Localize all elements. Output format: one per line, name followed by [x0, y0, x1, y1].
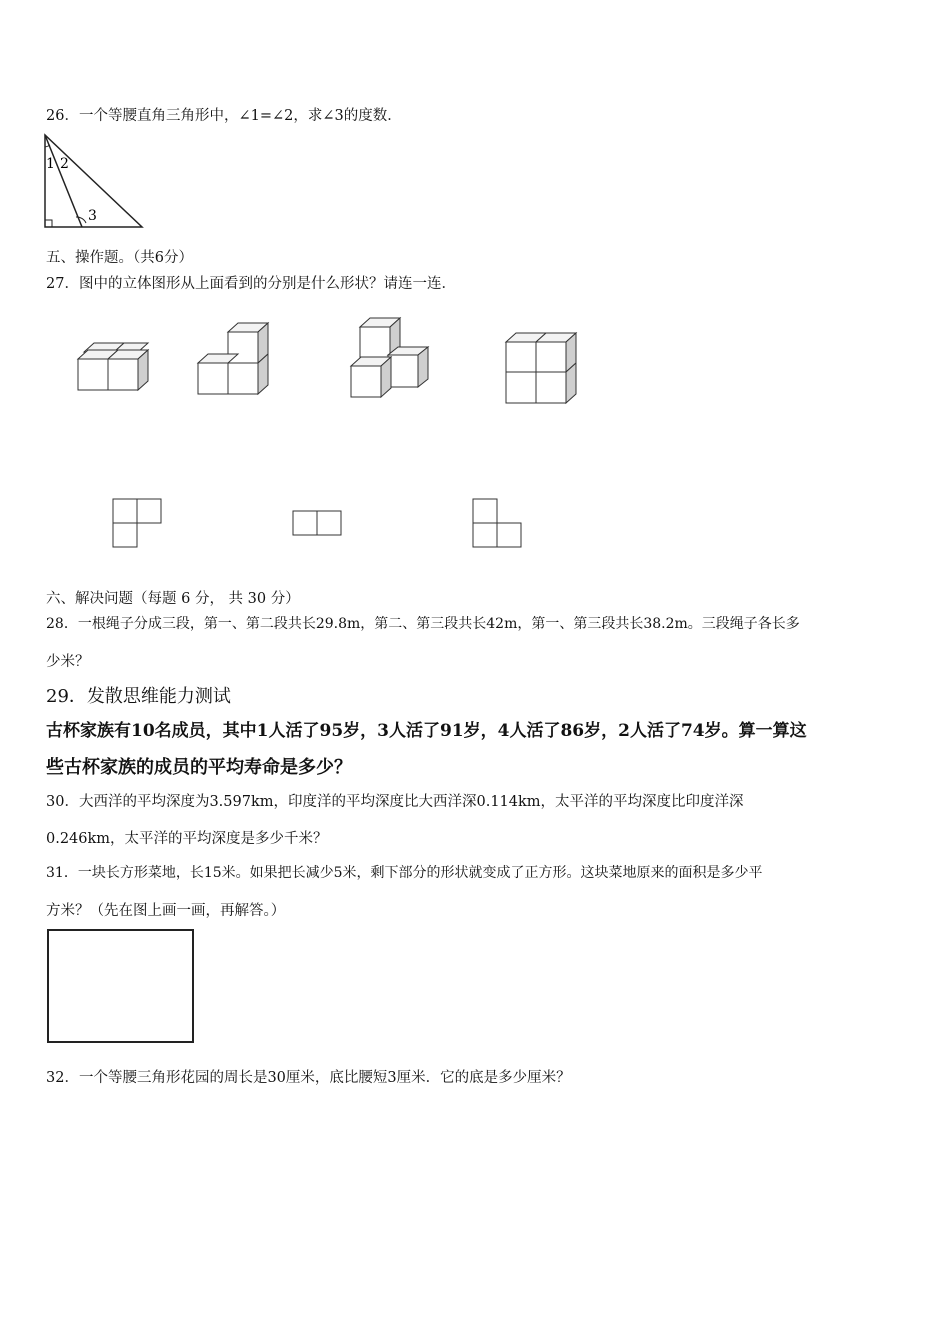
section6-heading: 六、解决问题（每题 6 分， 共 30 分）	[46, 591, 300, 607]
q30-line2: 0.246km，太平洋的平均深度是多少千米？	[46, 831, 328, 847]
solid-figure-1	[76, 340, 156, 395]
angle-label-1: 1	[46, 156, 55, 172]
inner-line	[45, 135, 82, 227]
solid-figure-3	[348, 315, 438, 400]
q30-line1: 30．大西洋的平均深度为3.597km，印度洋的平均深度比大西洋深0.114km，太平洋的平均深度比印度洋深	[46, 794, 744, 810]
section5-heading: 五、操作题。（共6分）	[46, 250, 193, 266]
top-view-2	[292, 510, 344, 538]
q32-text: 32．一个等腰三角形花园的周长是30厘米，底比腰短3厘米．它的底是多少厘米？	[46, 1070, 571, 1086]
q31-line1: 31．一块长方形菜地，长15米。如果把长减少5米，剩下部分的形状就变成了正方形。这块菜地原来的面积是多少平	[46, 865, 763, 881]
top-view-3	[472, 498, 524, 550]
right-angle-mark	[45, 220, 52, 227]
angle-label-2: 2	[60, 156, 69, 172]
q26-text: 26．一个等腰直角三角形中，∠1=∠2，求∠3的度数．	[46, 108, 402, 124]
q28-line2: 少米？	[46, 654, 90, 670]
top-view-1	[112, 498, 164, 550]
q28-line1: 28．一根绳子分成三段，第一、第二段共长29.8m，第二、第三段共长42m，第一、第三段共长38.2m。三段绳子各长多	[46, 616, 800, 632]
q31-drawing-rectangle	[47, 929, 194, 1043]
q29-title: 29．发散思维能力测试	[46, 686, 231, 707]
q26-triangle-figure	[40, 133, 150, 233]
q29-line2: 些古杯家族的成员的平均寿命是多少？	[46, 757, 352, 778]
q27-text: 27．图中的立体图形从上面看到的分别是什么形状？请连一连．	[46, 276, 456, 292]
q29-line1: 古杯家族有10名成员，其中1人活了95岁，3人活了91岁，4人活了86岁，2人活了74岁。算一算这	[46, 721, 807, 741]
angle-arc-bottom	[76, 217, 86, 223]
solid-figure-2	[196, 322, 276, 397]
q31-line2: 方米？（先在图上画一画，再解答。）	[46, 903, 286, 919]
solid-figure-4	[503, 330, 583, 408]
angle-label-3: 3	[88, 208, 97, 224]
